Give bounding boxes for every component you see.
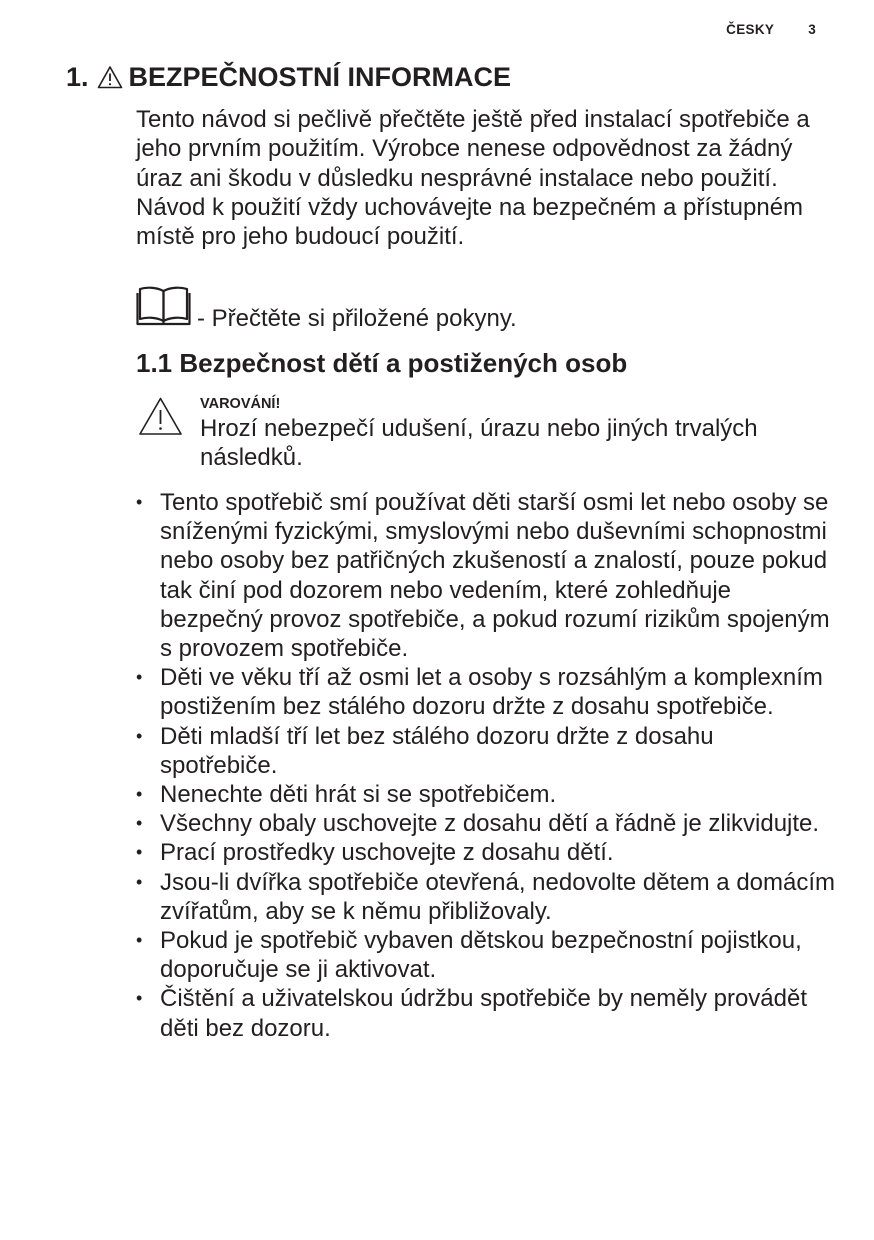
subsection-title: 1.1 Bezpečnost dětí a postižených osob [136, 348, 628, 378]
page-header [726, 22, 816, 37]
list-item-text: Všechny obaly uschovejte z dosahu dětí a řádně je zlikvidujte. [160, 810, 820, 838]
bullet-icon: • [136, 492, 143, 512]
bullet-icon: • [136, 813, 143, 834]
bullet-icon: • [136, 667, 143, 688]
list-item [136, 926, 836, 984]
list-item-text: Prací prostředky uschovejte z dosahu dětí. [160, 839, 614, 867]
read-instructions-row [136, 285, 517, 332]
intro-paragraph: Tento návod si pečlivě přečtěte ještě před instalací spotřebiče a jeho prvním použitím. Výrobce nenese odpovědnost za žádný úraz ani škodu v důsledku nesprávné instalace nebo použití. Návod k použití vždy uchovávejte na bezpečném a přístupném místě pro jeho budoucí použití. [136, 106, 810, 251]
list-item [136, 663, 836, 721]
list-item [136, 722, 836, 780]
section-title [66, 62, 511, 93]
list-item [136, 984, 836, 1042]
bullet-icon: • [136, 988, 143, 1009]
list-item [136, 809, 836, 838]
bullet-icon: • [136, 784, 143, 805]
bullet-icon: • [136, 871, 143, 892]
list-item [136, 780, 836, 809]
list-item [136, 838, 836, 867]
bullet-icon: • [136, 725, 143, 746]
section-number: 1. [66, 62, 89, 92]
warning-text: Hrozí nebezpečí udušení, úrazu nebo jiných trvalých následků. [200, 415, 758, 472]
list-item [136, 488, 836, 663]
header-language: ČESKY [726, 22, 775, 37]
list-item-text: Jsou-li dvířka spotřebiče otevřená, nedovolte dětem a domácím zvířatům, aby se k němu přibližovaly. [160, 868, 836, 925]
warning-label: VAROVÁNÍ! [200, 396, 281, 412]
list-item-text: Tento spotřebič smí používat děti starší osmi let nebo osoby se sníženými fyzickými, smyslovými nebo duševními schopnostmi nebo osoby bez patřičných zkušeností a znalostí, pouze pokud tak činí pod dozorem nebo vedením, které zohledňuje bezpečný provoz spotřebiče, a pokud rozumí rizikům spojeným s provozem spotřebiče. [160, 489, 830, 663]
section-title-text: BEZPEČNOSTNÍ INFORMACE [128, 62, 512, 92]
book-icon [136, 285, 191, 327]
page-number: 3 [808, 22, 816, 37]
list-item-text: Nenechte děti hrát si se spotřebičem. [160, 781, 557, 809]
read-instructions-text: - Přečtěte si přiložené pokyny. [197, 305, 517, 332]
warning-triangle-icon [97, 65, 123, 89]
bullet-icon: • [136, 930, 143, 951]
bullet-icon: • [136, 842, 143, 863]
list-item-text: Pokud je spotřebič vybaven dětskou bezpečnostní pojistkou, doporučuje se ji aktivovat. [160, 927, 802, 984]
list-item-text: Čištění a uživatelskou údržbu spotřebiče by neměly provádět děti bez dozoru. [160, 985, 808, 1042]
safety-bullet-list [136, 488, 836, 1043]
list-item-text: Děti ve věku tří až osmi let a osoby s rozsáhlým a komplexním postižením bez stálého dozoru držte z dosahu spotřebiče. [160, 664, 823, 721]
list-item [136, 868, 836, 926]
warning-triangle-icon [138, 396, 183, 436]
list-item-text: Děti mladší tří let bez stálého dozoru držte z dosahu spotřebiče. [160, 722, 714, 779]
